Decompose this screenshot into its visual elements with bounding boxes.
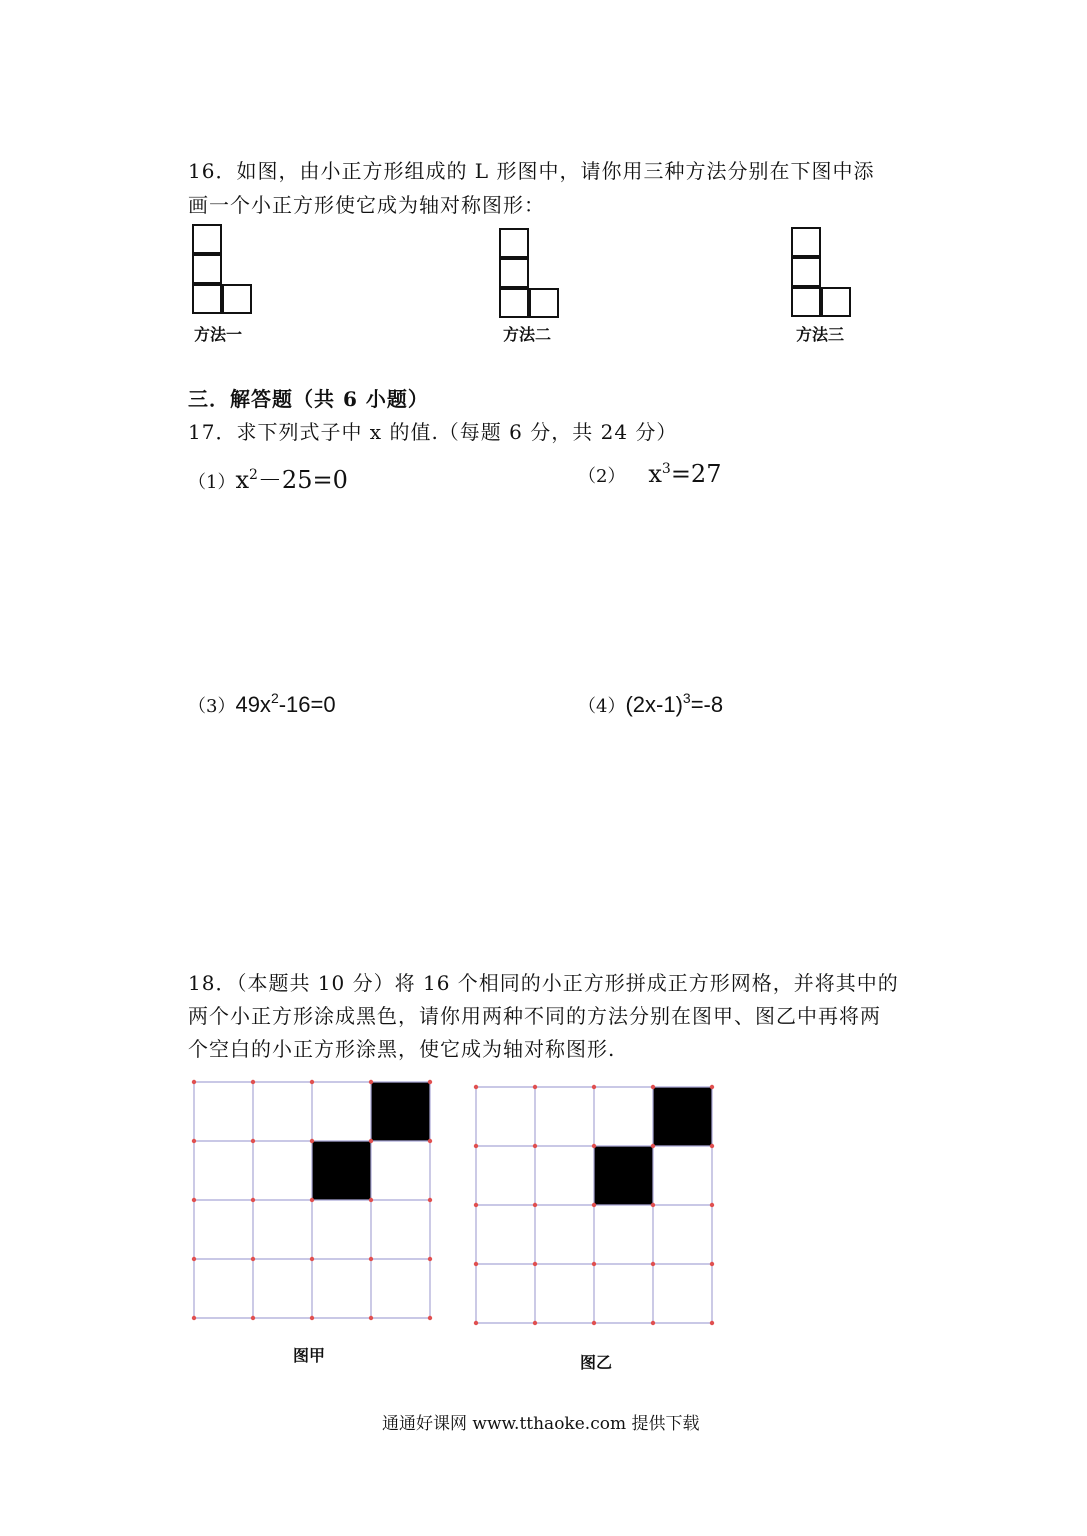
part-number: （2） xyxy=(578,466,626,487)
l-square xyxy=(791,227,821,257)
grid-dot xyxy=(369,1139,373,1143)
q18-line1: 18．（本题共 10 分）将 16 个相同的小正方形拼成正方形网格，并将其中的 xyxy=(188,971,899,995)
black-square xyxy=(312,1141,371,1200)
grid-dot xyxy=(533,1321,537,1325)
grid-dot xyxy=(192,1257,196,1261)
eq-exponent: 3 xyxy=(661,461,671,477)
grid-dot xyxy=(310,1257,314,1261)
grid-dot xyxy=(533,1262,537,1266)
method1-caption: 方法一 xyxy=(194,325,243,344)
grid-dot xyxy=(474,1085,478,1089)
grid-dot xyxy=(710,1203,714,1207)
grid-dot xyxy=(710,1262,714,1266)
eq-exponent: 2 xyxy=(270,690,279,706)
grid-dot xyxy=(428,1139,432,1143)
grid-dot xyxy=(369,1080,373,1084)
part-number: （3） xyxy=(188,696,236,717)
grid-dot xyxy=(533,1085,537,1089)
grid-dot xyxy=(474,1321,478,1325)
grid-dot xyxy=(592,1085,596,1089)
grid-figure-yi xyxy=(472,1083,722,1335)
grid-figure-jia xyxy=(190,1078,440,1330)
q17-part1 xyxy=(188,460,348,495)
eq-term: =-8 xyxy=(690,692,724,717)
grid-dot xyxy=(474,1203,478,1207)
l-square xyxy=(192,254,222,284)
grid-dot xyxy=(251,1139,255,1143)
l-square xyxy=(791,257,821,287)
eq-term: 49x xyxy=(235,692,271,717)
grid-dot xyxy=(251,1080,255,1084)
part-number: （4） xyxy=(578,696,626,717)
grid-dot xyxy=(710,1144,714,1148)
l-shape-figure-2 xyxy=(499,228,569,320)
grid-dot xyxy=(651,1085,655,1089)
part-number: （1） xyxy=(188,472,236,493)
grid-dot xyxy=(592,1262,596,1266)
grid-dot xyxy=(533,1144,537,1148)
method3-caption: 方法三 xyxy=(796,325,845,344)
grid-dot xyxy=(192,1316,196,1320)
l-square xyxy=(499,288,529,318)
grid-dot xyxy=(710,1085,714,1089)
grid-dot xyxy=(310,1080,314,1084)
grid-dot xyxy=(192,1080,196,1084)
grid-dot xyxy=(533,1203,537,1207)
grid-dot xyxy=(369,1257,373,1261)
eq-exponent: 3 xyxy=(682,690,691,706)
grid-dot xyxy=(192,1198,196,1202)
eq-term: -16=0 xyxy=(278,692,336,717)
l-square xyxy=(192,224,222,254)
grid-dot xyxy=(474,1262,478,1266)
q16-line1: 16．如图，由小正方形组成的 L 形图中，请你用三种方法分别在下图中添 xyxy=(188,159,875,183)
grid-dot xyxy=(592,1321,596,1325)
grid-dot xyxy=(710,1321,714,1325)
method2-caption: 方法二 xyxy=(503,325,552,344)
grid-dot xyxy=(651,1321,655,1325)
l-shape-figure-1 xyxy=(192,224,262,316)
eq-term: －25=0 xyxy=(257,466,348,494)
l-shape-figure-3 xyxy=(791,227,861,319)
grid-dot xyxy=(592,1144,596,1148)
grid-dot xyxy=(369,1198,373,1202)
grid-dot xyxy=(369,1316,373,1320)
q16-line2: 画一个小正方形使它成为轴对称图形： xyxy=(188,193,545,217)
l-square xyxy=(222,284,252,314)
grid-dot xyxy=(192,1139,196,1143)
grid-jia-caption: 图甲 xyxy=(293,1346,326,1365)
l-square xyxy=(499,258,529,288)
black-square xyxy=(594,1146,653,1205)
grid-dot xyxy=(310,1198,314,1202)
grid-yi-caption: 图乙 xyxy=(580,1353,613,1372)
grid-dot xyxy=(428,1080,432,1084)
eq-term: x xyxy=(235,466,249,494)
eq-term: (2x-1) xyxy=(625,692,683,717)
grid-dot xyxy=(251,1316,255,1320)
eq-exponent: 2 xyxy=(249,467,258,483)
q17-stem: 17．求下列式子中 x 的值.（每题 6 分，共 24 分） xyxy=(188,420,678,444)
eq-term: =27 xyxy=(670,460,722,488)
section-heading: 三．解答题（共 6 小题） xyxy=(188,387,429,411)
black-square xyxy=(371,1082,430,1141)
l-square xyxy=(499,228,529,258)
grid-dot xyxy=(310,1139,314,1143)
q18-line2: 两个小正方形涂成黑色，请你用两种不同的方法分别在图甲、图乙中再将两 xyxy=(188,1004,881,1028)
l-square xyxy=(529,288,559,318)
grid-dot xyxy=(428,1316,432,1320)
footer-text: 通通好课网 www.tthaoke.com 提供下载 xyxy=(382,1414,700,1434)
grid-dot xyxy=(428,1257,432,1261)
grid-dot xyxy=(651,1262,655,1266)
grid-dot xyxy=(592,1203,596,1207)
l-square xyxy=(192,284,222,314)
q17-part3 xyxy=(188,690,336,718)
grid-dot xyxy=(474,1144,478,1148)
q18-line3: 个空白的小正方形涂黑，使它成为轴对称图形. xyxy=(188,1037,616,1061)
black-square xyxy=(653,1087,712,1146)
l-square xyxy=(791,287,821,317)
l-square xyxy=(821,287,851,317)
grid-dot xyxy=(651,1144,655,1148)
grid-dot xyxy=(251,1257,255,1261)
eq-term: x xyxy=(648,460,662,488)
grid-dot xyxy=(428,1198,432,1202)
grid-dot xyxy=(651,1203,655,1207)
q17-part4 xyxy=(578,690,723,718)
grid-dot xyxy=(251,1198,255,1202)
grid-dot xyxy=(310,1316,314,1320)
q17-part2 xyxy=(578,460,721,488)
